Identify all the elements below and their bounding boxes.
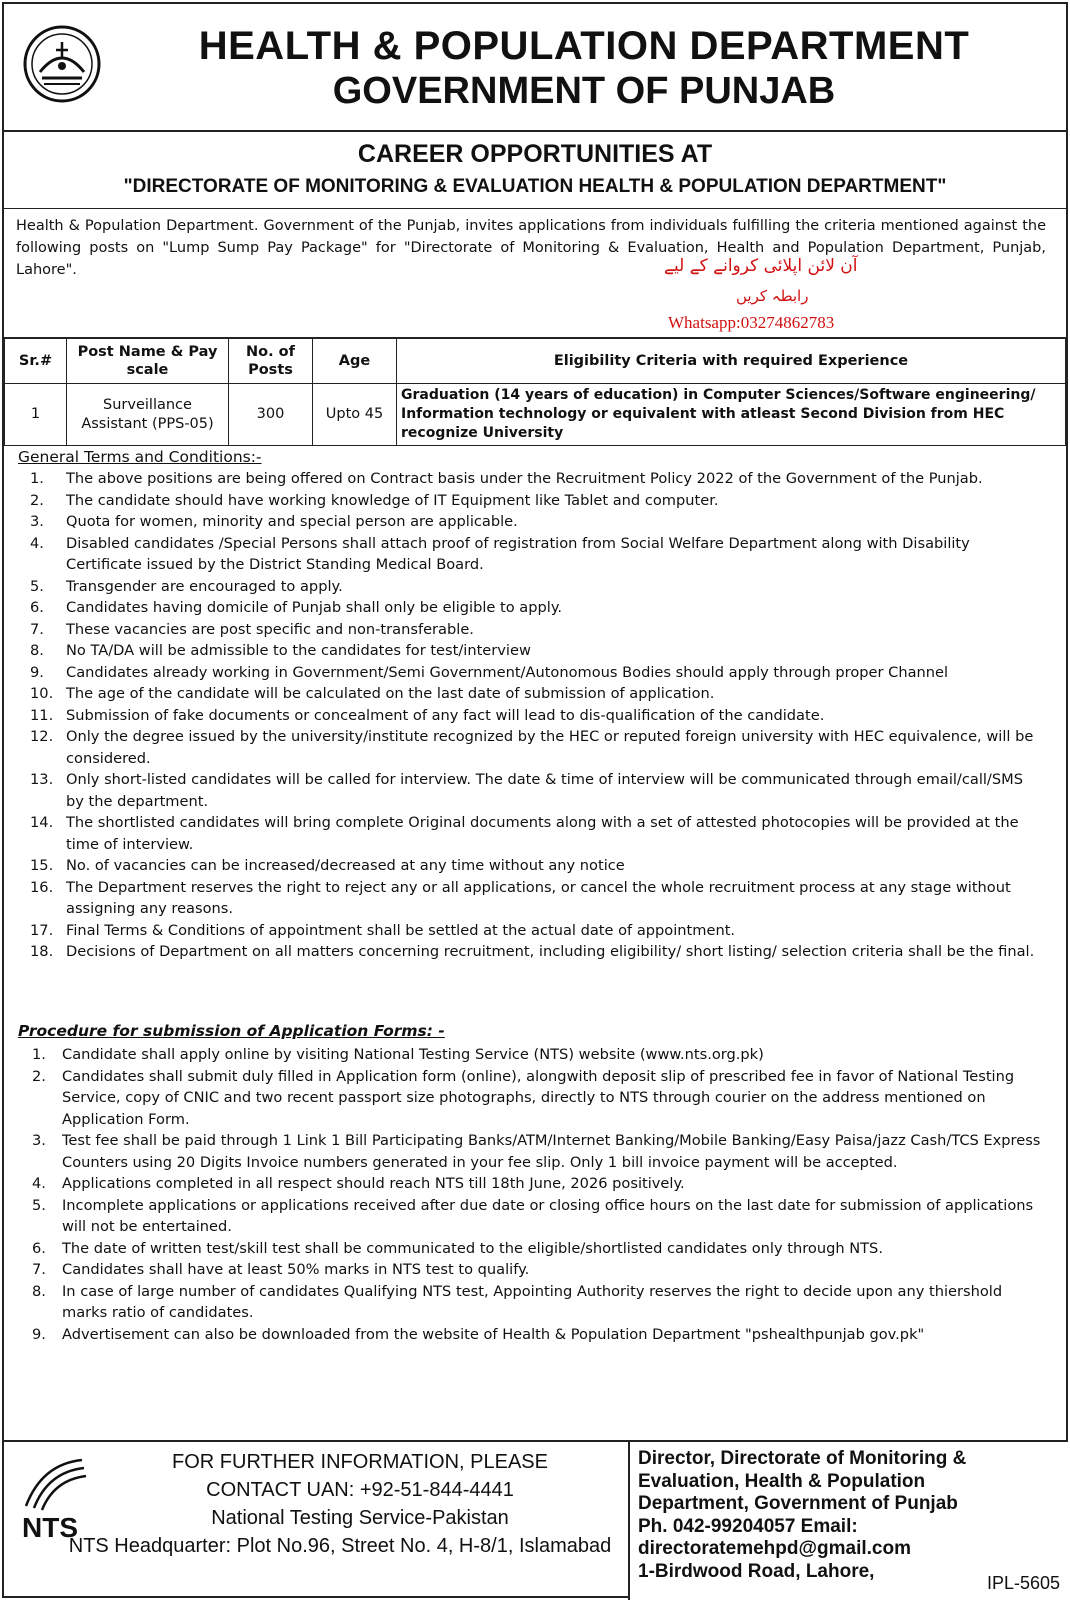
list-item-number: 11. [30, 706, 54, 724]
intro-text: Health & Population Department. Government of the Punjab, invites applications from individuals fulfilling the criteria mentioned against the following posts on "Lump Sump Pay Package" for "Directorate of Monitoring & Evaluation, Health and Population Department, Punjab, Lahore". [16, 218, 1046, 278]
list-item-number: 12. [30, 728, 54, 745]
col-header-sr: Sr.# [5, 339, 67, 384]
list-item-text: Transgender are encouraged to apply. [66, 577, 343, 595]
list-item-number: 18. [30, 943, 54, 960]
list-item-text: Submission of fake documents or concealment of any fact will lead to dis-qualification of the candidate. [66, 706, 825, 724]
list-item [4, 1238, 1044, 1260]
list-item-text: Decisions of Department on all matters concerning recruitment, including eligibility/ short listing/ selection criteria shall be the final. [66, 943, 1035, 960]
list-item [4, 1324, 1044, 1346]
list-item-text: These vacancies are post specific and non-transferable. [66, 620, 474, 638]
list-item [4, 576, 1044, 598]
government-title: GOVERNMENT OF PUNJAB [332, 70, 836, 112]
list-item-text: The age of the candidate will be calculated on the last date of submission of application. [66, 685, 715, 702]
list-item [4, 662, 1044, 684]
list-item-text: Only the degree issued by the university/institute recognized by the HEC or reputed foreign university with HEC equivalence, will be considered. [66, 728, 1034, 767]
nts-name-line: National Testing Service-Pakistan [211, 1507, 509, 1529]
email-line: directoratemehpd@gmail.com [638, 1538, 911, 1560]
list-item-text: Candidate shall apply online by visiting National Testing Service (NTS) website (www.nts.org.pk) [62, 1046, 764, 1063]
list-item [4, 1130, 1044, 1173]
table-header-row [5, 339, 1066, 384]
list-item [4, 855, 1044, 877]
list-item-text: In case of large number of candidates Qualifying NTS test, Appointing Authority reserves the right to decide upon any thiershold marks ratio of candidates. [62, 1282, 1003, 1321]
list-item-text: Candidates shall have at least 50% marks in NTS test to qualify. [62, 1261, 530, 1278]
jobs-table [4, 338, 1066, 446]
director-line-1: Director, Directorate of Monitoring & [638, 1448, 967, 1469]
list-item [4, 533, 1044, 576]
list-item-number: 7. [32, 1261, 46, 1278]
list-item [4, 490, 1044, 512]
general-terms-title: General Terms and Conditions:- [18, 448, 262, 466]
cell-eligibility: Graduation (14 years of education) in Computer Sciences/Software engineering/ Information technology or equivalent with atleast Second Division from HEC recognize University [397, 384, 1066, 446]
list-item-number: 8. [32, 1282, 46, 1300]
urdu-contact-text: رابطہ کریں [736, 287, 809, 305]
list-item-number: 2. [32, 1067, 46, 1085]
list-item-number: 10. [30, 685, 54, 702]
list-item [4, 619, 1044, 641]
col-header-post: Post Name & Pay scale [67, 339, 229, 384]
general-terms-list [4, 468, 1044, 963]
uan-line: CONTACT UAN: +92-51-844-4441 [206, 1479, 514, 1501]
list-item [4, 941, 1044, 963]
list-item [4, 1173, 1044, 1195]
list-item-number: 15. [30, 857, 54, 874]
advertisement-page [2, 2, 1068, 1598]
list-item-text: Candidates already working in Government/Semi Government/Autonomous Bodies should apply through proper Channel [66, 663, 949, 681]
procedure-title: Procedure for submission of Application Forms: - [18, 1022, 445, 1040]
intro-section [4, 208, 1066, 338]
urdu-apply-online-text: آن لائن اپلائی کروانے کے لیے [664, 256, 858, 276]
col-header-eligibility: Eligibility Criteria with required Experience [397, 339, 1066, 384]
list-item-text: Advertisement can also be downloaded from the website of Health & Population Department "pshealthpunjab gov.pk" [62, 1325, 925, 1343]
career-heading: CAREER OPPORTUNITIES AT [357, 140, 713, 168]
list-item-number: 17. [30, 921, 54, 939]
list-item-text: Only short-listed candidates will be called for interview. The date & time of interview will be communicated through email/call/SMS by the department. [66, 771, 1023, 810]
list-item [4, 468, 1044, 490]
list-item-number: 9. [30, 663, 44, 681]
list-item-number: 5. [30, 577, 44, 595]
list-item-text: The candidate should have working knowledge of IT Equipment like Tablet and computer. [66, 491, 719, 509]
director-line-2: Evaluation, Health & Population [638, 1470, 926, 1492]
list-item-number: 1. [32, 1046, 46, 1063]
list-item-number: 16. [30, 878, 54, 896]
list-item-number: 5. [32, 1196, 46, 1214]
directorate-contact-block [628, 1440, 1068, 1600]
nts-contact-block [68, 1448, 620, 1557]
whatsapp-contact: Whatsapp:03274862783 [668, 313, 835, 332]
list-item [4, 640, 1044, 662]
list-item [4, 920, 1044, 942]
list-item [4, 812, 1044, 855]
cell-post: Surveillance Assistant (PPS-05) [67, 384, 229, 446]
list-item-number: 1. [30, 470, 44, 487]
list-item-number: 4. [30, 534, 44, 552]
nts-hq-line: NTS Headquarter: Plot No.96, Street No. 4, H-8/1, Islamabad [68, 1535, 612, 1557]
ipl-code: IPL-5605 [986, 1573, 1060, 1593]
list-item-text: Incomplete applications or applications received after due date or closing office hours on the last date for submission of applications will not be entertained. [62, 1196, 1034, 1235]
list-item [4, 683, 1044, 705]
nts-waves-icon [12, 1454, 96, 1514]
list-item-number: 3. [30, 513, 44, 530]
list-item-text: No. of vacancies can be increased/decreased at any time without any notice [66, 857, 625, 874]
list-item-number: 6. [30, 599, 44, 616]
nts-logo-text: NTS [22, 1512, 78, 1543]
list-item-number: 6. [32, 1239, 46, 1257]
col-header-age: Age [313, 339, 397, 384]
list-item-number: 14. [30, 814, 54, 831]
phone-line: Ph. 042-99204057 Email: [638, 1515, 858, 1537]
list-item-text: Final Terms & Conditions of appointment shall be settled at the actual date of appointment. [66, 921, 736, 939]
list-item [4, 1066, 1044, 1131]
list-item [4, 511, 1044, 533]
list-item-text: Applications completed in all respect should reach NTS till 18th June, 2026 positively. [62, 1175, 685, 1192]
list-item-text: Test fee shall be paid through 1 Link 1 Bill Participating Banks/ATM/Internet Banking/Mobile Banking/Easy Paisa/jazz Cash/TCS Express Counters using 20 Digits Invoice numbers generated in your fee slip. Only 1 bill invoice payment will be accepted. [62, 1132, 1041, 1171]
list-item [4, 769, 1044, 812]
list-item-text: Candidates having domicile of Punjab shall only be eligible to apply. [66, 599, 563, 616]
cell-posts: 300 [229, 384, 313, 446]
list-item-number: 7. [30, 620, 44, 638]
col-header-posts: No. of Posts [229, 339, 313, 384]
department-title: HEALTH & POPULATION DEPARTMENT [198, 24, 970, 68]
list-item-number: 3. [32, 1132, 46, 1149]
cell-sr: 1 [5, 384, 67, 446]
list-item [4, 877, 1044, 920]
header [4, 4, 1066, 132]
list-item-number: 2. [30, 491, 44, 509]
list-item [4, 1281, 1044, 1324]
list-item [4, 1195, 1044, 1238]
list-item-number: 4. [32, 1175, 46, 1192]
list-item-text: Candidates shall submit duly filled in Application form (online), alongwith deposit slip of prescribed fee in favor of National Testing Service, copy of CNIC and two recent passport size photographs, directly to NTS through courier on the address mentioned on Application Form. [62, 1067, 1015, 1128]
list-item-text: The Department reserves the right to reject any or all applications, or cancel the whole recruitment process at any stage without assigning any reasons. [66, 878, 1011, 917]
procedure-list [4, 1044, 1044, 1345]
list-item-number: 8. [30, 642, 44, 659]
list-item-text: The shortlisted candidates will bring complete Original documents along with a set of attested photocopies will be provided at the time of interview. [66, 814, 1019, 853]
list-item [4, 1044, 1044, 1066]
list-item [4, 705, 1044, 727]
cell-age: Upto 45 [313, 384, 397, 446]
list-item-text: No TA/DA will be admissible to the candidates for test/interview [66, 642, 531, 659]
list-item [4, 597, 1044, 619]
director-line-3: Department, Government of Punjab [638, 1493, 958, 1515]
list-item-number: 9. [32, 1325, 46, 1343]
list-item [4, 726, 1044, 769]
punjab-emblem-icon [22, 24, 102, 104]
table-row [5, 384, 1066, 446]
footer [4, 1440, 1066, 1600]
list-item-text: The date of written test/skill test shall be communicated to the eligible/shortlisted candidates only through NTS. [62, 1239, 883, 1257]
list-item-number: 13. [30, 771, 54, 788]
list-item-text: Disabled candidates /Special Persons shall attach proof of registration from Social Welfare Department along with Disability Certificate issued by the District Standing Medical Board. [66, 534, 970, 573]
directorate-heading: "DIRECTORATE OF MONITORING & EVALUATION HEALTH & POPULATION DEPARTMENT" [123, 176, 947, 197]
further-info-line: FOR FURTHER INFORMATION, PLEASE [172, 1451, 548, 1473]
list-item [4, 1259, 1044, 1281]
list-item-text: Quota for women, minority and special person are applicable. [66, 513, 518, 530]
address-line: 1-Birdwood Road, Lahore, [638, 1560, 875, 1582]
list-item-text: The above positions are being offered on Contract basis under the Recruitment Policy 2022 of the Government of the Punjab. [66, 470, 983, 487]
